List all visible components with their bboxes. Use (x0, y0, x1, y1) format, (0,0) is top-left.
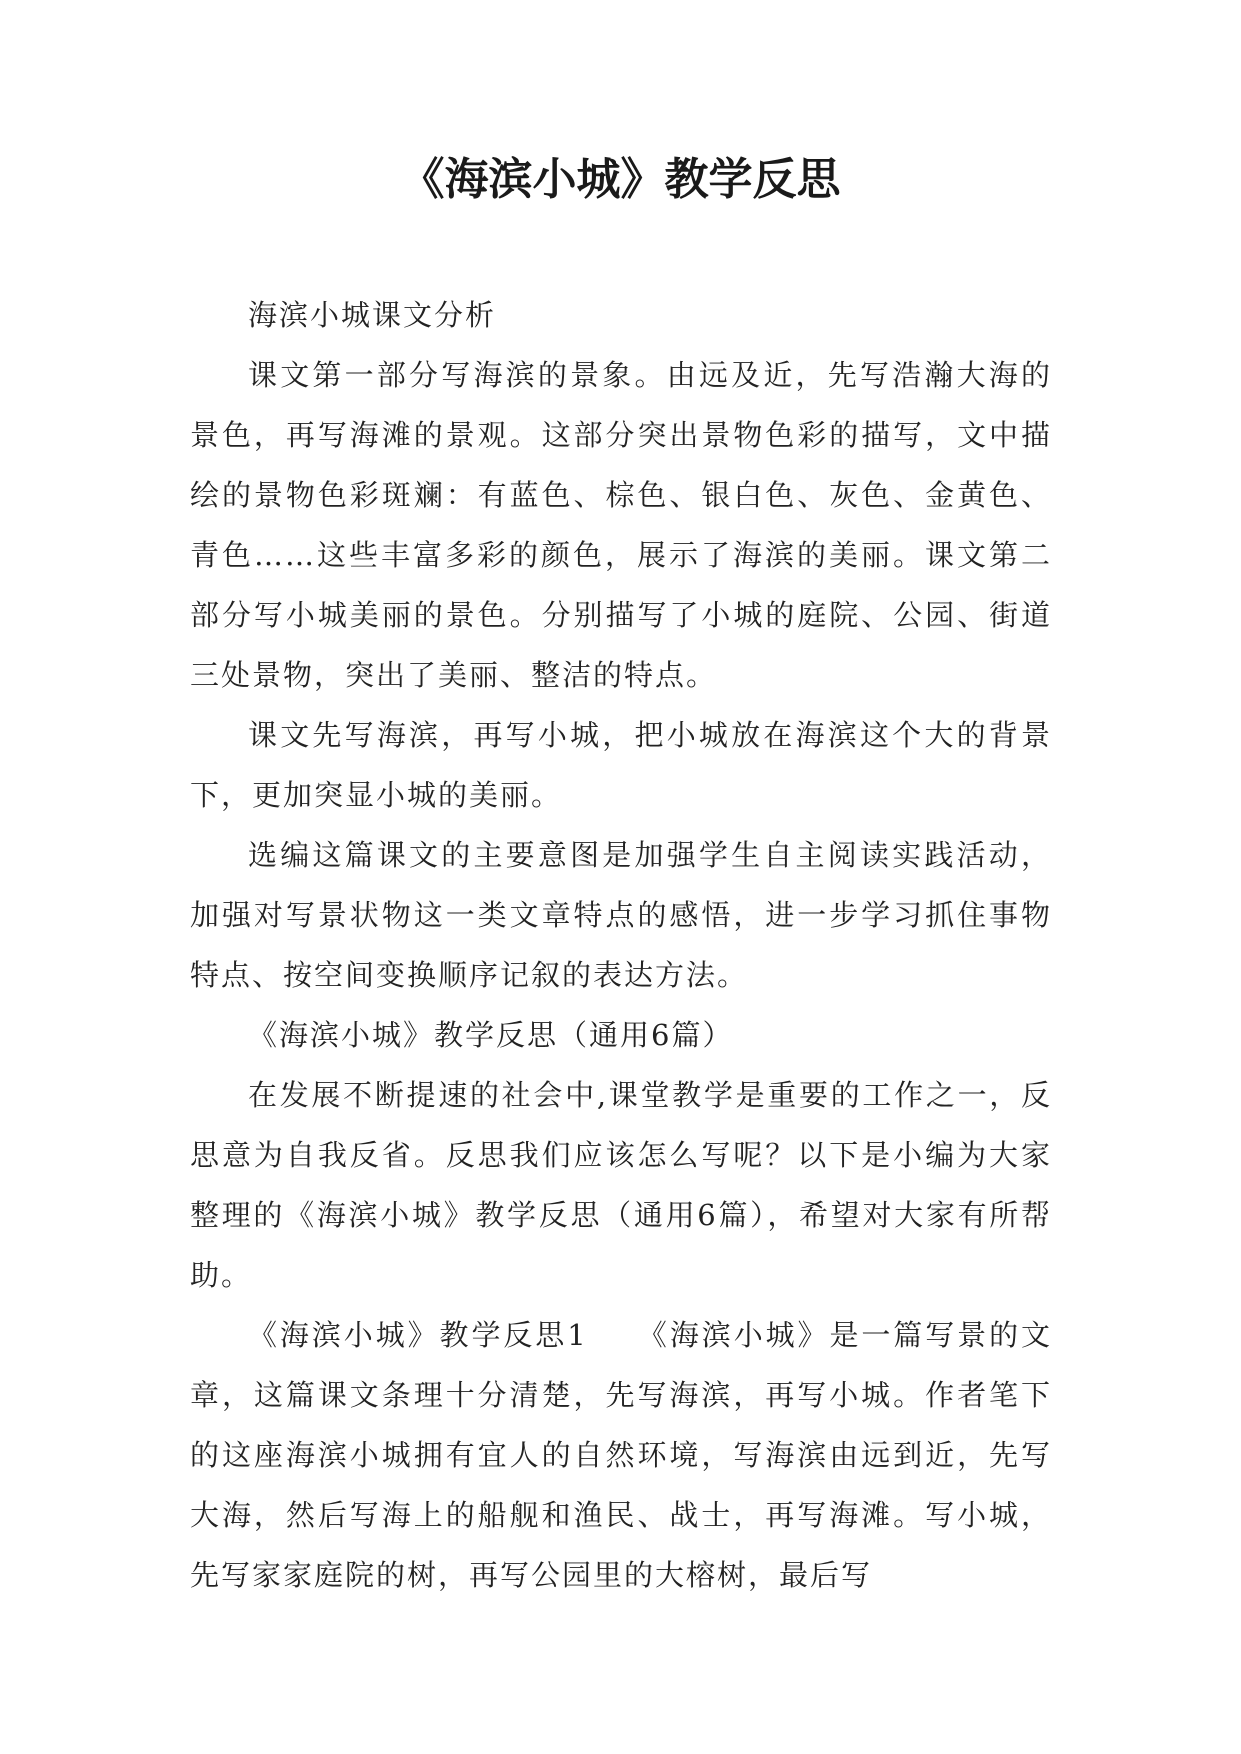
paragraph: 选编这篇课文的主要意图是加强学生自主阅读实践活动，加强对写景状物这一类文章特点的感悟，进一步学习抓住事物特点、按空间变换顺序记叙的表达方法。 (190, 838, 1052, 992)
paragraph: 在发展不断提速的社会中,课堂教学是重要的工作之一，反思意为自我反省。反思我们应该怎么写呢？以下是小编为大家整理的《海滨小城》教学反思（通用6篇），希望对大家有所帮助。 (190, 1078, 1052, 1292)
paragraph: 课文先写海滨，再写小城，把小城放在海滨这个大的背景下，更加突显小城的美丽。 (190, 718, 1052, 812)
document-title: 《海滨小城》教学反思 (400, 154, 841, 205)
paragraph-section-heading: 海滨小城课文分析 (248, 298, 497, 332)
paragraph: 《海滨小城》教学反思1 《海滨小城》是一篇写景的文章，这篇课文条理十分清楚，先写海滨，再写小城。作者笔下的这座海滨小城拥有宜人的自然环境，写海滨由远到近，先写大海，然后写海上的船舰和渔民、战士，再写海滩。写小城，先写家家庭院的树，再写公园里的大榕树，最后写 (190, 1318, 1052, 1592)
paragraph: 课文第一部分写海滨的景象。由远及近，先写浩瀚大海的景色，再写海滩的景观。这部分突出景物色彩的描写，文中描绘的景物色彩斑斓：有蓝色、棕色、银白色、灰色、金黄色、青色……这些丰富多彩的颜色，展示了海滨的美丽。课文第二部分写小城美丽的景色。分别描写了小城的庭院、公园、街道三处景物，突出了美丽、整洁的特点。 (190, 358, 1052, 692)
paragraph-subheading: 《海滨小城》教学反思（通用6篇） (248, 1018, 734, 1052)
document-body (190, 285, 1052, 1605)
